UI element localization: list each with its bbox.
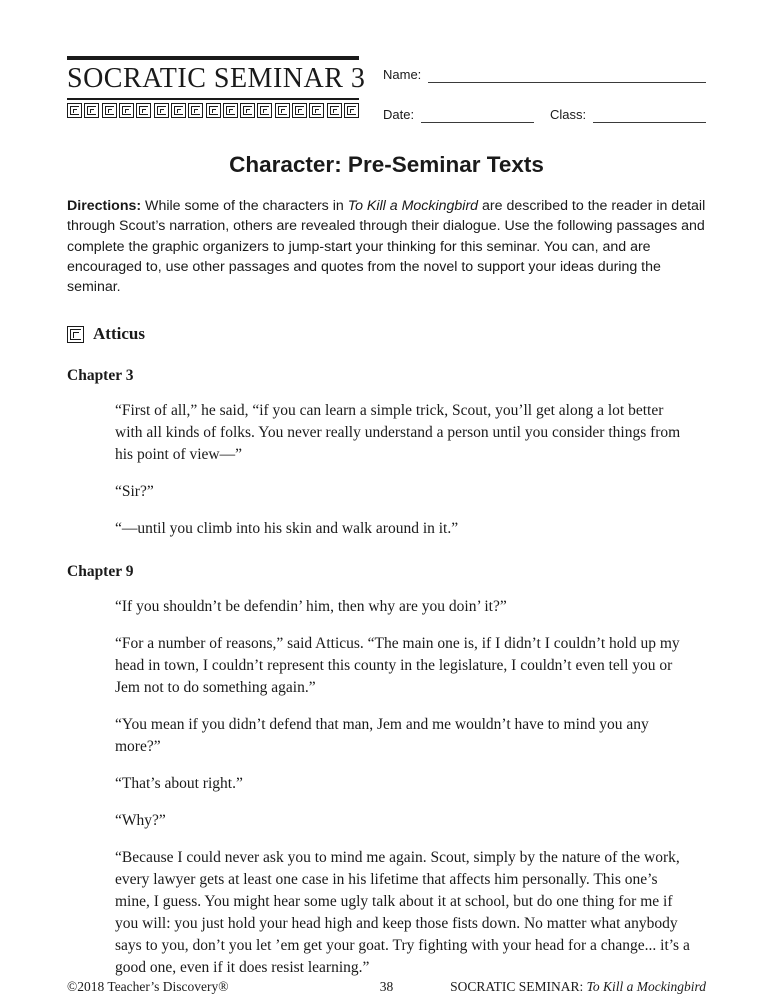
directions-label: Directions:: [67, 198, 142, 214]
greek-key-tile: [344, 103, 359, 118]
quote-passage: “If you shouldn’t be defendin’ him, then why are you doin’ it?”: [115, 598, 507, 616]
directions-paragraph: [67, 196, 706, 297]
chapter-3-label: Chapter 3: [67, 367, 134, 385]
greek-key-tile: [171, 103, 186, 118]
directions-text: While some of the characters in: [141, 198, 348, 214]
greek-key-tile: [257, 103, 272, 118]
date-blank-line: [421, 110, 534, 123]
date-class-field-row: [383, 108, 706, 123]
copyright-text: ©2018 Teacher’s Discovery®: [67, 979, 229, 995]
section-heading-atticus: [67, 324, 706, 344]
class-blank-line: [593, 110, 706, 123]
name-blank-line: [428, 70, 706, 83]
greek-key-tile: [206, 103, 221, 118]
directions-text-continued: are described to the reader in detail through Scout’s narration, others are revealed through their dialogue. Use the following passages and complete the graphic organizers to jump-start your thinking for this seminar. You can, and are encouraged to, use other passages and quotes from the novel to support your ideas during the seminar.: [67, 198, 706, 296]
logo-title: SOCRATIC SEMINAR 3: [67, 60, 359, 100]
page-title: Character: Pre-Seminar Texts: [229, 152, 544, 177]
date-label: Date:: [383, 107, 415, 122]
book-title-italic: To Kill a Mockingbird: [347, 198, 479, 214]
footer-book-reference: [450, 979, 706, 995]
greek-key-tile: [240, 103, 255, 118]
name-field-row: [383, 68, 706, 83]
greek-key-tile: [275, 103, 290, 118]
chapter-9-label: Chapter 9: [67, 563, 134, 581]
greek-key-tile: [327, 103, 342, 118]
greek-key-tile: [223, 103, 238, 118]
quote-passage: “Sir?”: [115, 483, 154, 501]
logo-block: [67, 56, 366, 118]
quote-passage: “For a number of reasons,” said Atticus. “The main one is, if I didn’t I couldn’t hold up my head in town, I couldn’t represent this county in the legislature, I couldn’t even tell you or Jem not to do something again.”: [115, 635, 680, 697]
student-fields: [383, 56, 706, 123]
header: [67, 56, 706, 123]
greek-key-tile: [136, 103, 151, 118]
chapter-9-section: [67, 563, 706, 979]
name-label: Name:: [383, 67, 422, 82]
greek-key-tile: [102, 103, 117, 118]
greek-key-border: [67, 103, 359, 118]
quote-passage: “You mean if you didn’t defend that man, Jem and me wouldn’t have to mind you any more?”: [115, 716, 649, 756]
chapter-3-section: [67, 367, 706, 540]
page-number: 38: [379, 979, 394, 995]
quote-passage: “—until you climb into his skin and walk around in it.”: [115, 520, 459, 538]
quote-passage: “First of all,” he said, “if you can learn a simple trick, Scout, you’ll get along a lot better with all kinds of folks. You never really understand a person until you consider things from his point of view—”: [115, 402, 681, 464]
footer: [67, 979, 706, 995]
footer-series-title: SOCRATIC SEMINAR:: [450, 979, 587, 995]
greek-key-tile: [188, 103, 203, 118]
quote-passage: “Why?”: [115, 812, 166, 830]
greek-key-tile: [309, 103, 324, 118]
footer-book-title: To Kill a Mockingbird: [586, 979, 706, 995]
greek-key-tile: [67, 103, 82, 118]
quote-passage: “That’s about right.”: [115, 775, 243, 793]
greek-key-tile: [119, 103, 134, 118]
greek-key-tile: [84, 103, 99, 118]
section-title: Atticus: [93, 324, 145, 344]
greek-key-tile: [154, 103, 169, 118]
class-label: Class:: [549, 107, 587, 122]
greek-key-tile: [292, 103, 307, 118]
greek-key-icon: [67, 326, 84, 343]
quote-passage: “Because I could never ask you to mind me again. Scout, simply by the nature of the work, every lawyer gets at least one case in his lifetime that affects him personally. This one’s mine, I guess. You might hear some ugly talk about it at school, but do one thing for me if you will: you just hold your head high and keep those fists down. No matter what anybody says to you, don’t you let ’em get your goat. Try fighting with your head for a change... it’s a good one, even if it does resist learning.”: [115, 849, 690, 977]
